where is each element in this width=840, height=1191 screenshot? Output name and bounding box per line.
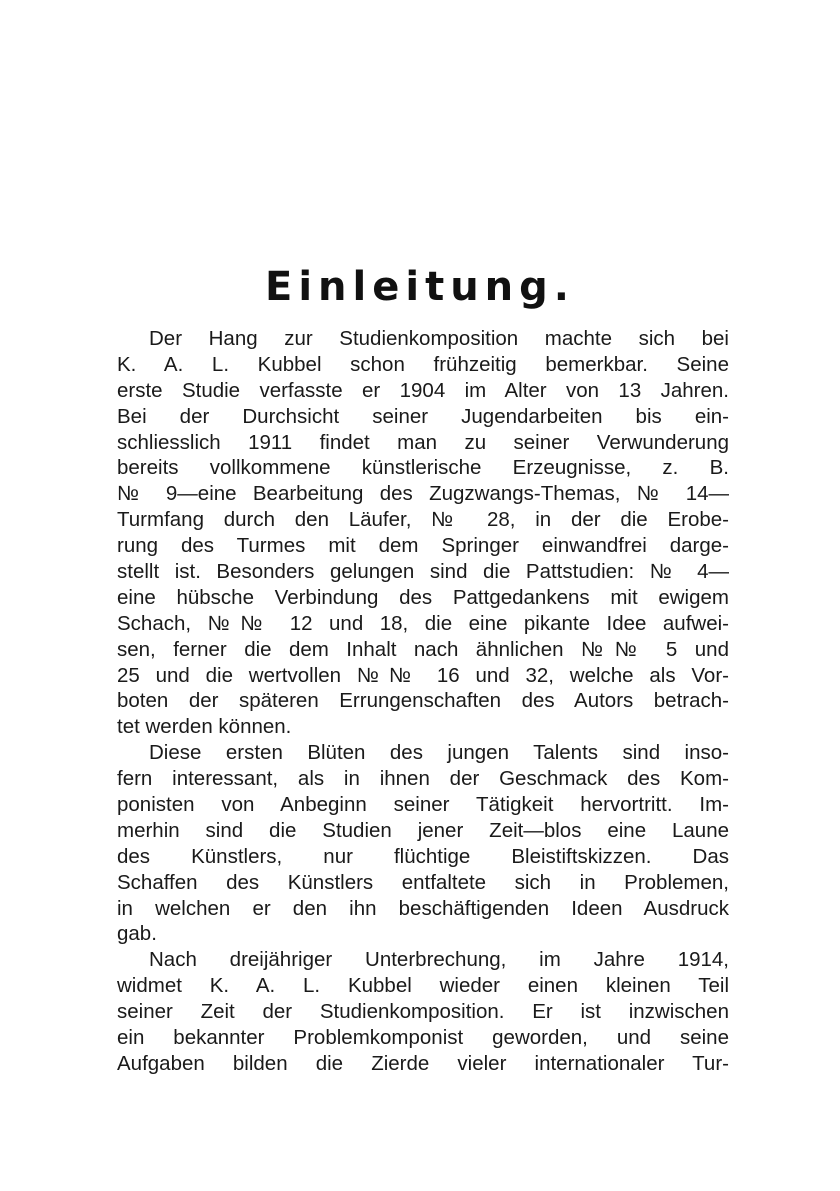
text-line: Diese ersten Blüten des jungen Talents sind inso-: [149, 741, 729, 765]
text-line: Turmfang durch den Läufer, № 28, in der die Erobe-: [117, 508, 729, 532]
text-line: rung des Turmes mit dem Springer einwandfrei darge-: [117, 534, 729, 558]
text-line: widmet K. A. L. Kubbel wieder einen kleinen Teil: [117, 974, 729, 998]
text-line: boten der späteren Errungenschaften des Autors betrach-: [117, 689, 729, 713]
text-line: K. A. L. Kubbel schon frühzeitig bemerkbar. Seine: [117, 352, 729, 376]
text-line: 25 und die wertvollen №№ 16 und 32, welche als Vor-: [117, 663, 729, 687]
text-line: sen, ferner die dem Inhalt nach ähnlichen №№ 5 und: [117, 637, 729, 661]
text-line: bereits vollkommene künstlerische Erzeugnisse, z. B.: [117, 456, 729, 480]
text-line: № 9—eine Bearbeitung des Zugzwangs-Themas, № 14—: [117, 482, 729, 506]
text-line: seiner Zeit der Studienkomposition. Er ist inzwischen: [117, 1000, 729, 1024]
text-line: eine hübsche Verbindung des Pattgedankens mit ewigem: [117, 585, 729, 609]
text-line: tet werden können.: [117, 715, 292, 739]
text-line: merhin sind die Studien jener Zeit—blos eine Laune: [117, 818, 729, 842]
text-line: ponisten von Anbeginn seiner Tätigkeit hervortritt. Im-: [117, 793, 729, 817]
text-line: fern interessant, als in ihnen der Geschmack des Kom-: [117, 767, 729, 791]
text-line: Schach, №№ 12 und 18, die eine pikante Idee aufwei-: [117, 611, 729, 635]
text-line: in welchen er den ihn beschäftigenden Ideen Ausdruck: [117, 896, 729, 920]
page-title: Einleitung.: [265, 264, 575, 310]
text-line: erste Studie verfasste er 1904 im Alter von 13 Jahren.: [117, 378, 729, 402]
text-line: des Künstlers, nur flüchtige Bleistiftskizzen. Das: [117, 844, 729, 868]
text-line: Der Hang zur Studienkomposition machte sich bei: [149, 327, 729, 350]
text-line: Schaffen des Künstlers entfaltete sich in Problemen,: [117, 870, 729, 894]
body-text: [117, 326, 729, 1077]
text-line: Bei der Durchsicht seiner Jugendarbeiten bis ein-: [117, 404, 729, 428]
text-line: ein bekannter Problemkomponist geworden, und seine: [117, 1026, 729, 1050]
text-line: Nach dreijähriger Unterbrechung, im Jahre 1914,: [149, 948, 729, 972]
text-line: schliesslich 1911 findet man zu seiner Verwunderung: [117, 430, 729, 454]
text-line: stellt ist. Besonders gelungen sind die Pattstudien: № 4—: [117, 560, 729, 584]
text-line: Aufgaben bilden die Zierde vieler internationaler Tur-: [117, 1051, 729, 1075]
text-line: gab.: [117, 922, 157, 946]
